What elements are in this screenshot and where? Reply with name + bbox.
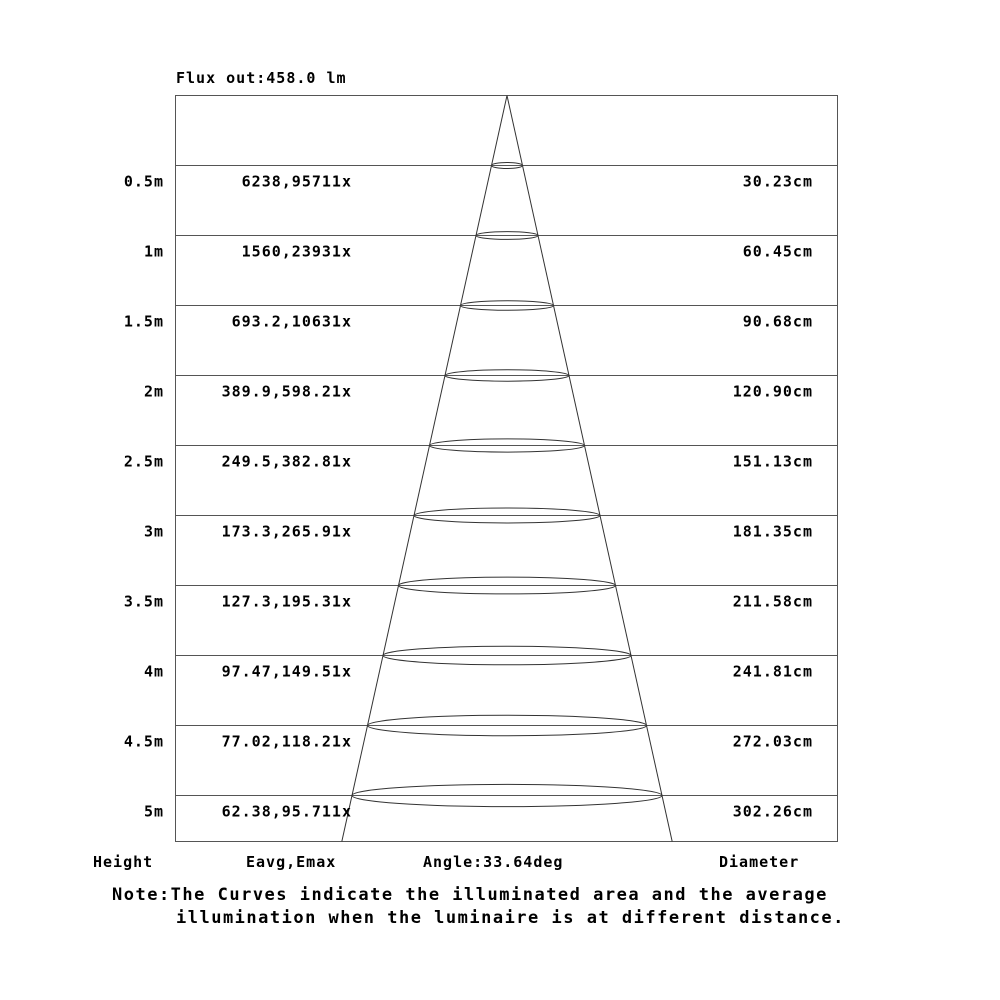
flux-label: Flux out:458.0 lm [176,69,347,87]
illuminance-value: 6238,95711x [241,172,352,191]
diameter-value: 181.35cm [732,522,813,541]
height-value: 4.5m [123,732,164,751]
illuminance-value: 173.3,265.91x [221,522,352,541]
diameter-value: 272.03cm [732,732,813,751]
note-line-1: Note:The Curves indicate the illuminated area and the average [112,885,828,905]
diameter-value: 120.90cm [732,382,813,401]
diameter-value: 90.68cm [742,312,813,331]
height-value: 3.5m [123,592,164,611]
illuminance-value: 389.9,598.21x [221,382,352,401]
illuminance-value: 62.38,95.711x [221,802,352,821]
height-column-label: Height [93,853,154,871]
beam-angle-label: Angle:33.64deg [423,853,564,871]
illuminance-value: 693.2,10631x [231,312,352,331]
diameter-value: 30.23cm [742,172,813,191]
illuminated-area-curves [352,163,662,807]
height-value: 2.5m [123,452,164,471]
note-line-2: illumination when the luminaire is at different distance. [176,908,845,928]
height-value: 4m [143,662,164,681]
diameter-value: 241.81cm [732,662,813,681]
height-value: 3m [143,522,164,541]
beam-right-edge [507,96,672,842]
eavg-emax-column-label: Eavg,Emax [246,853,337,871]
illuminance-value: 97.47,149.51x [221,662,352,681]
height-value: 1m [143,242,164,261]
illuminance-value: 249.5,382.81x [221,452,352,471]
beam-left-edge [342,96,507,842]
height-value: 5m [143,802,164,821]
illuminance-value: 127.3,195.31x [221,592,352,611]
diameter-value: 60.45cm [742,242,813,261]
diameter-value: 211.58cm [732,592,813,611]
height-value: 1.5m [123,312,164,331]
diameter-value: 151.13cm [732,452,813,471]
height-value: 0.5m [123,172,164,191]
diameter-value: 302.26cm [732,802,813,821]
illuminance-value: 77.02,118.21x [221,732,352,751]
illuminance-value: 1560,23931x [241,242,352,261]
height-value: 2m [143,382,164,401]
beam-cone [342,96,672,842]
diameter-column-label: Diameter [719,853,800,871]
